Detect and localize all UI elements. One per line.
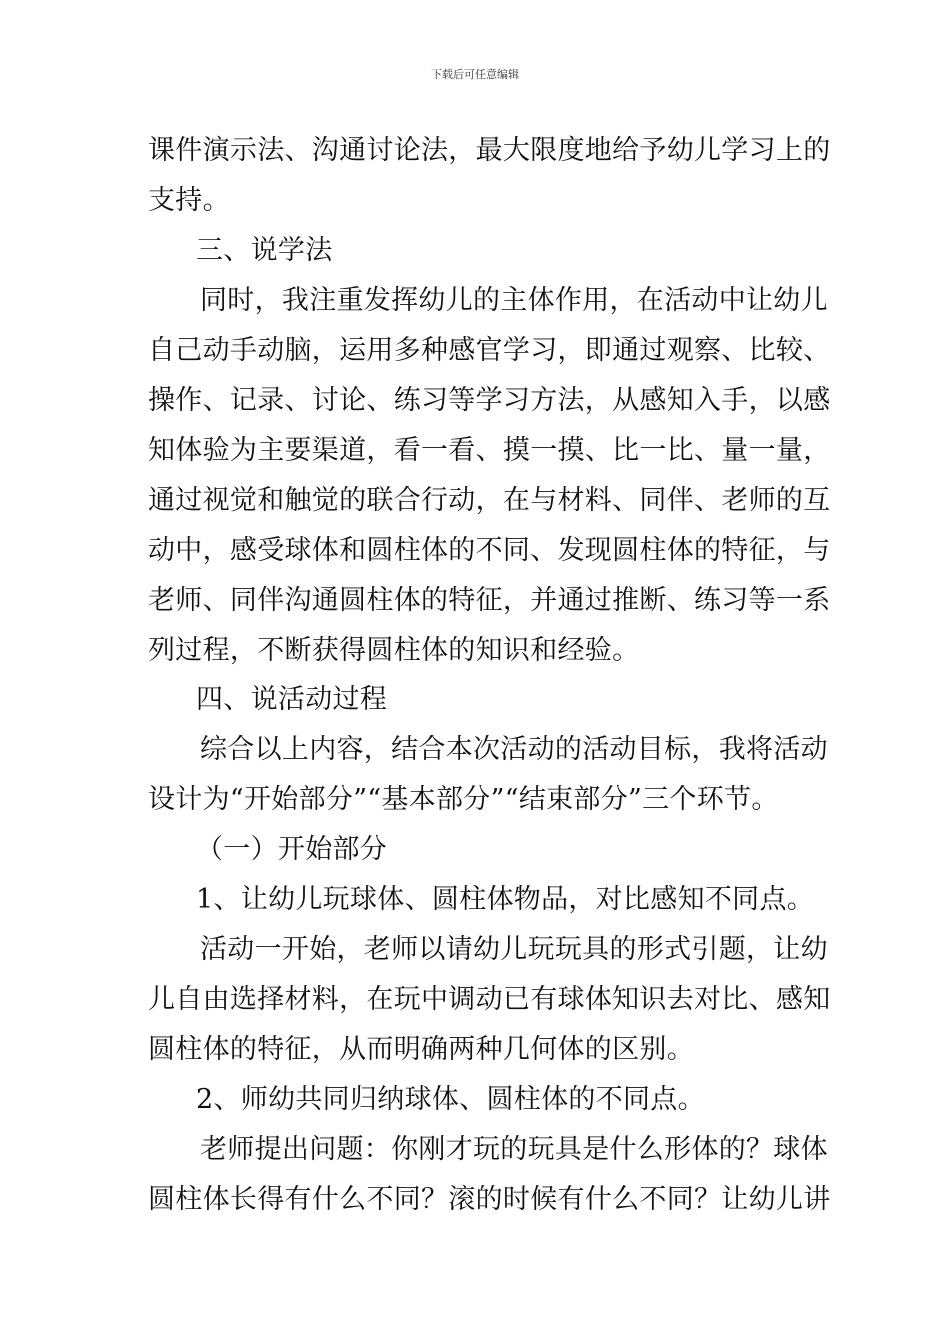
text-line-14: 设计为“开始部分”“基本部分”“结束部分”三个环节。: [148, 784, 779, 815]
text-line-18: 儿自由选择材料，在玩中调动已有球体知识去对比、感知: [148, 984, 831, 1015]
section-heading-4: 四、说活动过程: [196, 684, 388, 715]
text-line-19: 圆柱体的特征，从而明确两种几何体的区别。: [148, 1034, 694, 1065]
text-line-6: 操作、记录、讨论、练习等学习方法，从感知入手，以感: [148, 385, 831, 416]
text-line-16: 1、让幼儿玩球体、圆柱体物品，对比感知不同点。: [196, 884, 815, 915]
section-heading-3: 三、说学法: [196, 235, 333, 266]
subsection-heading-1: （一）开始部分: [196, 834, 388, 865]
text-line-13: 综合以上内容，结合本次活动的活动目标，我将活动: [200, 734, 828, 765]
text-line-17: 活动一开始，老师以请幼儿玩玩具的形式引题，让幼: [200, 934, 828, 965]
text-line-9: 动中，感受球体和圆柱体的不同、发现圆柱体的特征，与: [148, 535, 831, 566]
text-line-2: 支持。: [148, 185, 230, 216]
text-line-1: 课件演示法、沟通讨论法，最大限度地给予幼儿学习上的: [148, 135, 831, 166]
text-line-4: 同时，我注重发挥幼儿的主体作用，在活动中让幼儿: [200, 285, 828, 316]
text-line-8: 通过视觉和触觉的联合行动，在与材料、同伴、老师的互: [148, 485, 831, 516]
text-line-21: 老师提出问题：你刚才玩的玩具是什么形体的？球体: [200, 1134, 828, 1165]
text-line-11: 列过程，不断获得圆柱体的知识和经验。: [148, 635, 640, 666]
text-line-7: 知体验为主要渠道，看一看、摸一摸、比一比、量一量，: [148, 435, 831, 466]
text-line-10: 老师、同伴沟通圆柱体的特征，并通过推断、练习等一系: [148, 585, 831, 616]
page-header-note: 下载后可任意编辑: [431, 68, 519, 81]
text-line-22: 圆柱体长得有什么不同？滚的时候有什么不同？让幼儿讲: [148, 1184, 831, 1215]
text-line-5: 自己动手动脑，运用多种感官学习，即通过观察、比较、: [148, 335, 831, 366]
text-line-20: 2、师幼共同归纳球体、圆柱体的不同点。: [196, 1084, 705, 1115]
